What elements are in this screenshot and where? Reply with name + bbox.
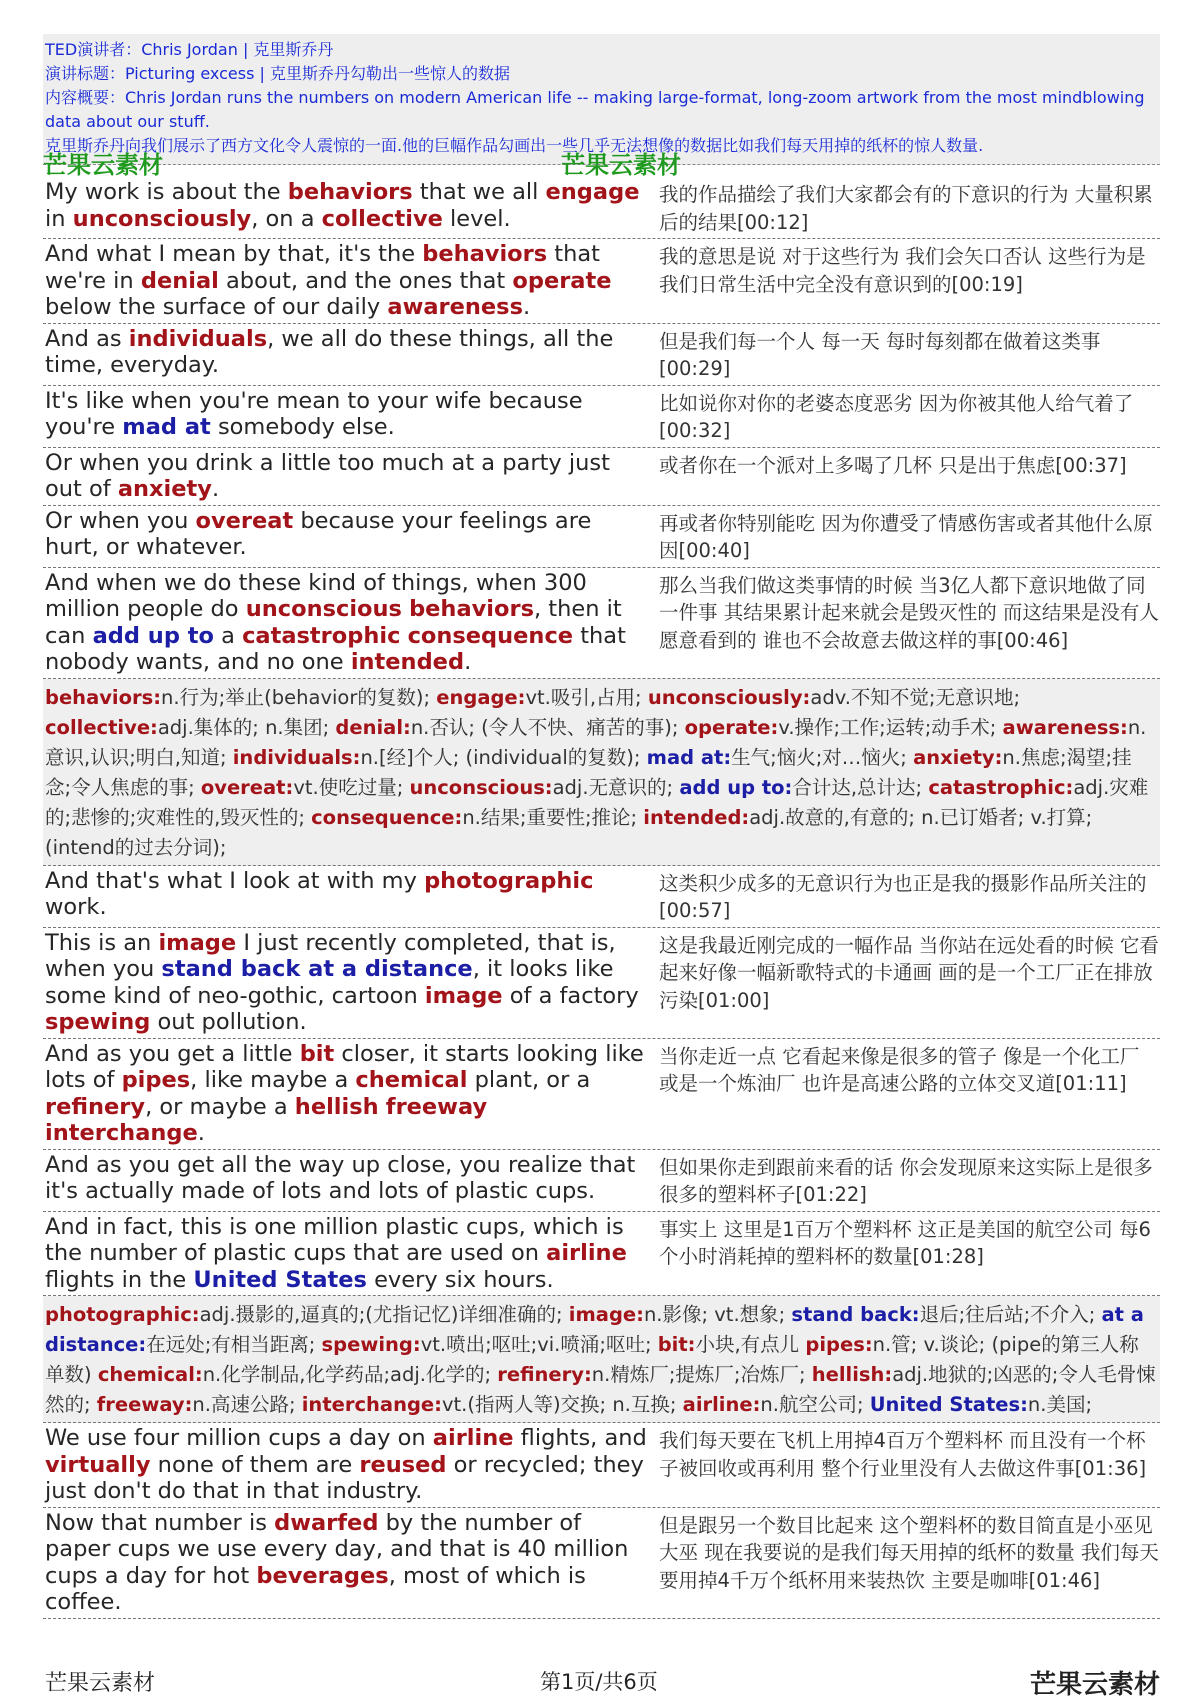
english-sentence: And that's what I look at with my photographic work. [45, 867, 594, 920]
keyword: hellish [294, 1093, 379, 1120]
english-sentence: And what I mean by that, it's the behaviors that we're in denial about, and the ones that operate below the surface of our daily awareness. [45, 241, 612, 320]
keyword: image [424, 982, 503, 1009]
english-sentence: My work is about the behaviors that we all engage in unconsciously, on a collective level. [45, 179, 640, 232]
vocab-term: chemical: [97, 1363, 203, 1386]
vocab-term: refinery: [497, 1363, 592, 1386]
title-line: 演讲标题：Picturing excess | 克里斯乔丹勾勒出一些惊人的数据 [45, 64, 510, 83]
keyword: intended [350, 649, 465, 675]
chinese-translation: 我的作品描绘了我们大家都会有的下意识的行为 大量积累后的结果[00:12] [659, 183, 1153, 234]
vocab-term: hellish: [811, 1363, 893, 1386]
sentence-row [43, 1423, 1160, 1508]
keyword: interchange [45, 1120, 198, 1146]
keyword: overeat [195, 507, 294, 534]
vocab-block-2: photographic:adj.摄影的,逼真的;(尤指记忆)详细准确的; image:n.影像; vt.想象; stand back:退后;往后站;不介入; at a distance:在远处;有相当距离; spewing:vt.喷出;呕吐;vi.喷涌;呕吐; bit:小块,有点儿 pipes:n.管; v.谈论; (pipe的第三人称单数) chemical:n.化学制品,化学药品;adj.化学的; refinery:n.精炼厂;提炼厂;冶炼厂; hellish:adj.地狱的;凶恶的;令人毛骨悚然的; freeway:n.高速公路; interchange:vt.(指两人等)交换; n.互换; airline:n.航空公司; United States:n.美国; [43, 1296, 1160, 1423]
chinese-translation: 但是我们每一个人 每一天 每时每刻都在做着这类事[00:29] [659, 329, 1101, 380]
vocab-term: photographic: [45, 1303, 200, 1326]
vocab-term: engage: [436, 685, 526, 709]
sentence-row [43, 928, 1160, 1039]
talk-meta [43, 34, 1160, 165]
sentence-row [43, 448, 1160, 506]
keyword: pipes [121, 1067, 191, 1093]
keyword: operate [512, 267, 612, 294]
sentence-row [43, 177, 1160, 239]
chinese-translation: 或者你在一个派对上多喝了几杯 只是出于焦虑[00:37] [659, 453, 1127, 477]
footer-brand-left: 芒果云素材 [45, 1671, 156, 1696]
sentence-row [43, 568, 1160, 679]
english-sentence: And as individuals, we all do these things, all the time, everyday. [45, 325, 614, 378]
keyword: collective [321, 205, 443, 232]
vocab-term: operate: [684, 715, 779, 739]
vocab-term: mad at: [646, 745, 732, 769]
vocab-block-1: behaviors:n.行为;举止(behavior的复数); engage:vt.吸引,占用; unconsciously:adv.不知不觉;无意识地; collective:adj.集体的; n.集团; denial:n.否认; (令人不快、痛苦的事); operate:v.操作;工作;运转;动手术; awareness:n.意识,认识;明白,知道; individuals:n.[经]个人; (individual的复数); mad at:生气;恼火;对…恼火; anxiety:n.焦虑;渴望;挂念;令人焦虑的事; overeat:vt.使吃过量; unconscious:adj.无意识的; add up to:合计达,总计达; catastrophic:adj.灾难的;悲惨的;灾难性的,毁灭性的; consequence:n.结果;重要性;推论; intended:adj.故意的,有意的; n.已订婚者; v.打算; (intend的过去分词); [43, 679, 1160, 866]
english-sentence: And as you get all the way up close, you realize that it's actually made of lots and lots of plastic cups. [45, 1151, 636, 1204]
sentence-list-3 [43, 1423, 1160, 1619]
sentence-row [43, 324, 1160, 386]
page [43, 34, 1160, 1619]
vocab-term: add up to: [679, 775, 793, 799]
keyword: bit [299, 1040, 335, 1067]
vocab-term: stand back: [791, 1303, 920, 1326]
keyword: photographic [424, 867, 594, 894]
keyword: airline [546, 1240, 627, 1266]
chinese-translation: 那么当我们做这类事情的时候 当3亿人都下意识地做了同一件事 其结果累计起来就会是毁灭性的 而这结果是没有人愿意看到的 谁也不会故意去做这样的事[00:46] [659, 573, 1159, 652]
vocab-term: collective: [45, 715, 158, 739]
keyword: consequence [407, 622, 574, 649]
page-number: 第1页/共6页 [540, 1670, 658, 1694]
keyword: denial [140, 267, 219, 294]
keyword: image [158, 929, 237, 956]
keyword: stand back at a distance [161, 956, 473, 982]
sentence-row [43, 386, 1160, 448]
keyword: awareness [387, 294, 523, 320]
vocab-term: freeway: [96, 1393, 193, 1416]
vocab-term: spewing: [321, 1333, 421, 1356]
chinese-translation: 事实上 这里是1百万个塑料杯 这正是美国的航空公司 每6个小时消耗掉的塑料杯的数量[01:28] [659, 1217, 1151, 1268]
chinese-translation: 但是跟另一个数目比起来 这个塑料杯的数目简直是小巫见大巫 现在我要说的是我们每天用掉的纸杯的数量 我们每天要用掉4千万个纸杯用来装热饮 主要是咖啡[01:46] [659, 1513, 1159, 1592]
keyword: reused [359, 1451, 447, 1478]
english-sentence: Or when you overeat because your feelings are hurt, or whatever. [45, 507, 592, 560]
chinese-translation: 这是我最近刚完成的一幅作品 当你站在远处看的时候 它看起来好像一幅新歌特式的卡通画 画的是一个工厂正在排放污染[01:00] [659, 933, 1159, 1012]
english-sentence: This is an image I just recently completed, that is, when you stand back at a distance, it looks like some kind of neo-gothic, cartoon image of a factory spewing out pollution. [45, 929, 639, 1035]
vocab-term: United States: [869, 1393, 1028, 1416]
chinese-translation: 这类积少成多的无意识行为也正是我的摄影作品所关注的[00:57] [659, 871, 1147, 922]
keyword: refinery [45, 1093, 146, 1120]
keyword: behaviors [422, 241, 548, 267]
vocab-term: denial: [335, 715, 411, 739]
summary-line: 内容概要：Chris Jordan runs the numbers on modern American life -- making large-format, long-zoom artwork from the most mindblowing data about our stuff. [45, 88, 1145, 131]
keyword: freeway [385, 1093, 488, 1120]
chinese-translation: 比如说你对你的老婆态度恶劣 因为你被其他人给气着了[00:32] [659, 391, 1134, 442]
vocab-term: overeat: [200, 775, 294, 799]
sentence-row [43, 1039, 1160, 1150]
vocab-term: unconsciously: [647, 685, 811, 709]
sentence-list-2 [43, 866, 1160, 1297]
chinese-translation: 我的意思是说 对于这些行为 我们会矢口否认 这些行为是我们日常生活中完全没有意识到的[00:19] [659, 245, 1146, 296]
chinese-translation: 但如果你走到跟前来看的话 你会发现原来这实际上是很多很多的塑料杯子[01:22] [659, 1155, 1153, 1206]
vocab-term: airline: [682, 1393, 761, 1416]
keyword: dwarfed [274, 1509, 379, 1536]
keyword: engage [545, 179, 640, 205]
sentence-list-1 [43, 177, 1160, 679]
vocab-term: individuals: [232, 745, 361, 769]
keyword: anxiety [117, 476, 212, 502]
keyword: behaviors [409, 596, 534, 622]
vocab-term: unconscious: [409, 775, 553, 799]
keyword: spewing [45, 1009, 151, 1035]
vocab-term: intended: [643, 805, 750, 829]
keyword: airline [432, 1425, 514, 1451]
page-footer [45, 1666, 1160, 1700]
chinese-translation: 我们每天要在飞机上用掉4百万个塑料杯 而且没有一个杯子被回收或再利用 整个行业里没有人去做这件事[01:36] [659, 1429, 1147, 1480]
vocab-term: catastrophic: [928, 775, 1074, 799]
vocab-term: awareness: [1002, 715, 1128, 739]
speaker-line: TED演讲者：Chris Jordan | 克里斯乔丹 [45, 40, 334, 59]
keyword: unconsciously [72, 205, 252, 232]
vocab-term: bit: [657, 1333, 696, 1356]
sentence-row [43, 866, 1160, 928]
keyword: virtually [45, 1451, 151, 1478]
english-sentence: Or when you drink a little too much at a party just out of anxiety. [45, 449, 610, 502]
keyword: add up to [92, 622, 214, 649]
brand-watermark-left: 芒果云素材 [43, 151, 163, 179]
chinese-translation: 再或者你特别能吃 因为你遭受了情感伤害或者其他什么原因[00:40] [659, 511, 1153, 562]
english-sentence: And when we do these kind of things, when 300 million people do unconscious behaviors, then it can add up to a catastrophic consequence that nobody wants, and no one intended. [45, 569, 626, 675]
vocab-term: consequence: [311, 805, 463, 829]
english-sentence: And in fact, this is one million plastic cups, which is the number of plastic cups that are used on airline flights in the United States every six hours. [45, 1213, 627, 1293]
keyword: unconscious [245, 596, 402, 622]
vocab-term: image: [568, 1303, 644, 1326]
keyword: behaviors [287, 179, 413, 205]
keyword: chemical [355, 1067, 468, 1093]
keyword: mad at [122, 414, 211, 440]
vocab-term: behaviors: [45, 685, 162, 709]
english-sentence: And as you get a little bit closer, it starts looking like lots of pipes, like maybe a chemical plant, or a refinery, or maybe a hellish freeway interchange. [45, 1040, 644, 1146]
sentence-row [43, 1508, 1160, 1619]
vocab-term: at a distance: [45, 1303, 1144, 1356]
keyword: beverages [256, 1562, 389, 1589]
vocab-term: anxiety: [913, 745, 1003, 769]
keyword: United States [193, 1266, 367, 1293]
brand-watermark-center: 芒果云素材 [561, 151, 681, 179]
summary-zh-line: 克里斯乔丹向我们展示了西方文化令人震惊的一面.他的巨幅作品勾画出一些几乎无法想像的数据比如我们每天用掉的纸杯的惊人数量. [45, 136, 984, 155]
chinese-translation: 当你走近一点 它看起来像是很多的管子 像是一个化工厂 或是一个炼油厂 也许是高速公路的立体交叉道[01:11] [659, 1044, 1140, 1095]
english-sentence: It's like when you're mean to your wife because you're mad at somebody else. [45, 387, 583, 440]
sentence-row [43, 1212, 1160, 1297]
english-sentence: Now that number is dwarfed by the number of paper cups we use every day, and that is 40 million cups a day for hot beverages, most of which is coffee. [45, 1509, 629, 1615]
vocab-term: interchange: [301, 1393, 442, 1416]
english-sentence: We use four million cups a day on airline flights, and virtually none of them are reused or recycled; they just don't do that in that industry. [45, 1425, 647, 1504]
sentence-row [43, 239, 1160, 324]
sentence-row [43, 506, 1160, 568]
keyword: catastrophic [242, 622, 401, 649]
footer-brand-right: 芒果云素材 [1029, 1670, 1160, 1700]
keyword: individuals [128, 325, 268, 352]
vocab-term: pipes: [805, 1333, 873, 1356]
sentence-row [43, 1150, 1160, 1212]
